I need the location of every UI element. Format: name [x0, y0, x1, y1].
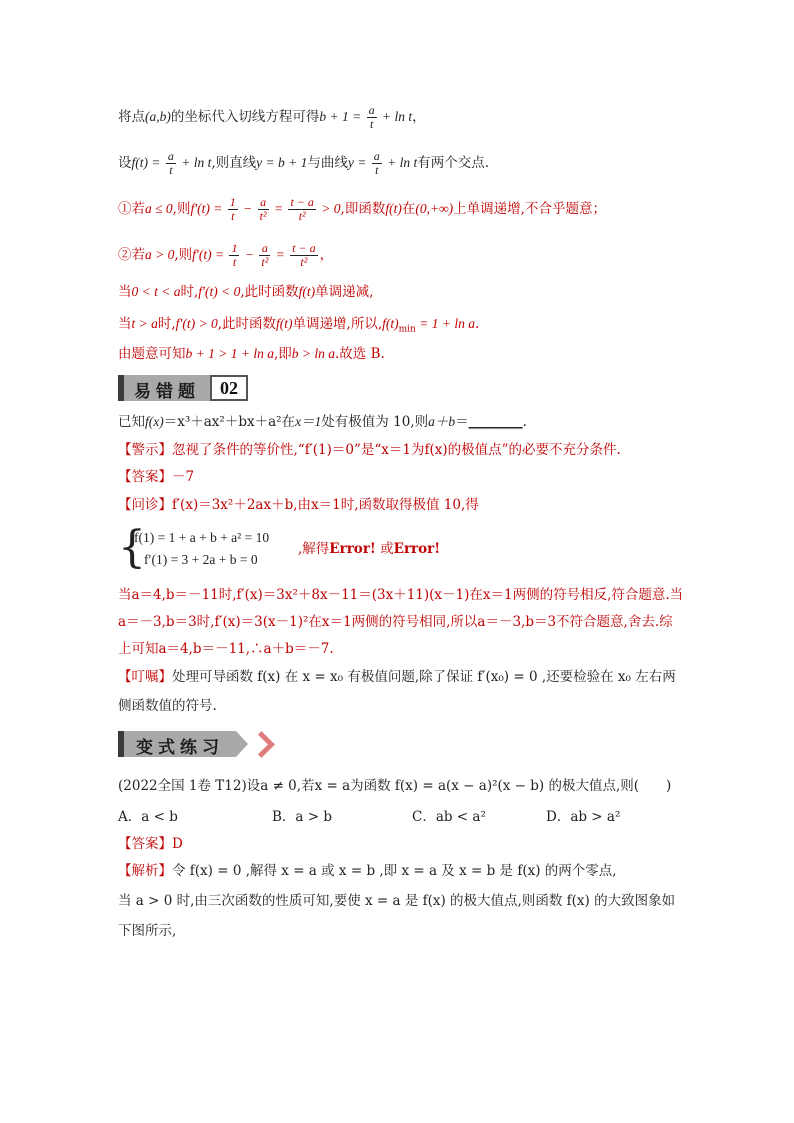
fraction	[290, 242, 317, 269]
equation-1	[134, 528, 269, 548]
error-text: Error!	[393, 541, 441, 557]
text: ，	[319, 247, 334, 263]
text: ＝	[455, 414, 469, 430]
text: 有两个交点.	[417, 155, 490, 171]
text: 的坐标代入切线方程可得	[170, 109, 320, 125]
numerator: t − a	[290, 195, 314, 209]
option-d	[546, 807, 620, 827]
text: 或	[375, 541, 394, 557]
text: 当a＝4,b＝－11时,f′(x)＝3x²＋8x－11＝(3x＋11)(x－1)在x＝1两侧的符号相反,符合题意.当	[118, 587, 684, 603]
answer-label: 【答案】	[118, 836, 172, 852]
denominator: t	[375, 163, 379, 177]
math: f(t)	[385, 201, 402, 216]
math: f′(t) < 0	[198, 284, 241, 299]
text: 处有极值为 10,则	[321, 414, 429, 430]
text: ②若	[118, 247, 145, 263]
text: ＝x³＋ax²＋bx＋a²在	[163, 414, 296, 430]
text: 单调递减,	[315, 284, 374, 300]
math: + ln t	[383, 155, 418, 170]
text: .故选 B.	[335, 346, 385, 362]
paragraph-line-2	[118, 612, 673, 632]
text: ,即函数	[340, 201, 386, 217]
text: 将点	[118, 109, 145, 125]
solution-line-4	[118, 242, 333, 269]
text: ,则	[174, 247, 193, 263]
error-text: Error!	[329, 541, 376, 557]
reminder-line-2	[118, 696, 217, 716]
section-badge-variant-practice	[118, 731, 270, 757]
denominator: t	[169, 163, 173, 177]
text: 当	[118, 316, 132, 332]
math: =	[272, 247, 289, 262]
solution-line-5	[118, 282, 373, 302]
denominator: t²	[259, 209, 267, 223]
numerator: 1	[229, 195, 236, 209]
text: 与曲线	[307, 155, 348, 171]
equation-text: f′(1) = 3 + 2a + b = 0	[144, 552, 258, 567]
solution-line-b	[118, 891, 675, 911]
equation-2	[144, 550, 258, 570]
text: ,则直线	[211, 155, 257, 171]
solution-text: 令 f(x) = 0 ,解得 x = a 或 x = b ,即 x = a 及 x = b 是 f(x) 的两个零点,	[172, 863, 617, 879]
text: .	[522, 414, 527, 430]
answer-label: 【答案】	[118, 469, 172, 485]
fraction	[229, 242, 239, 269]
reminder-text: 处理可导函数 f(x) 在 x = x₀ 有极值问题,除了保证 f′(x₀) = 0 ,还要检验在 x₀ 左右两	[172, 669, 676, 685]
math: > 0	[317, 201, 341, 216]
answer-text: －7	[172, 469, 195, 485]
equation-text: f(1) = 1 + a + b + a² = 10	[134, 530, 270, 545]
text: .	[474, 316, 480, 332]
numerator: a	[373, 149, 380, 163]
math: y = b + 1	[256, 155, 308, 170]
answer-line-2	[118, 834, 183, 854]
fraction	[166, 150, 176, 177]
text: 设	[118, 155, 132, 171]
option-text: D．ab > a²	[546, 809, 621, 825]
badge-arrow	[236, 731, 248, 757]
math: = 1 + ln a	[415, 316, 475, 331]
fraction	[258, 196, 269, 223]
solution-line-7	[118, 344, 385, 364]
text: 时,	[180, 284, 199, 300]
math: 0 < t < a	[131, 284, 181, 299]
math: b + 1 =	[319, 109, 365, 124]
math: a ≤ 0	[145, 201, 173, 216]
math: + ln t	[378, 109, 413, 124]
solution-line-1	[118, 104, 426, 131]
math: f′(t) =	[190, 201, 226, 216]
text: ,解得	[298, 541, 330, 557]
denominator: t	[369, 117, 374, 131]
text: ①若	[118, 201, 145, 217]
paragraph-line-1	[118, 585, 683, 605]
math: f′(t) =	[192, 247, 228, 262]
reminder-text: 侧函数值的符号.	[118, 698, 217, 714]
text: 由题意可知	[118, 346, 186, 362]
reminder-line-1	[118, 667, 676, 687]
badge-number: 02	[210, 375, 248, 401]
reminder-label: 【叮嘱】	[118, 669, 172, 685]
text: ,即	[273, 346, 292, 362]
warning-text: 忽视了条件的等价性,“f′(1)＝0”是“x＝1为f(x)的极值点”的必要不充分条件.	[172, 442, 621, 458]
numerator: a	[259, 242, 270, 256]
text: 当	[118, 284, 132, 300]
question-text: (2022全国 1卷 T12)设a ≠ 0,若x = a为函数 f(x) = a(x − a)²(x − b) 的极大值点,则( )	[118, 778, 672, 794]
numerator: a	[368, 103, 375, 117]
denominator: t	[231, 209, 235, 223]
option-c	[412, 807, 486, 827]
solution-label: 【解析】	[118, 863, 172, 879]
numerator: t − a	[292, 241, 316, 255]
text: 上可知a＝4,b＝－11,∴a＋b＝－7.	[118, 641, 334, 657]
fraction	[288, 196, 315, 223]
math: t > a	[131, 316, 158, 331]
math: x＝1	[295, 414, 322, 429]
solution-line-2	[118, 150, 489, 177]
math: a＋b	[428, 414, 456, 429]
math: y =	[347, 155, 370, 170]
math: −	[239, 201, 256, 216]
denominator: t²	[300, 255, 308, 269]
math: b > ln a	[291, 346, 336, 361]
numerator: a	[258, 196, 269, 210]
math: f(t)	[382, 316, 399, 331]
text: 在	[401, 201, 416, 217]
math: −	[241, 247, 258, 262]
option-b	[272, 807, 332, 827]
paragraph-line-3	[118, 639, 334, 659]
solution-line-a	[118, 861, 617, 881]
fraction	[259, 242, 270, 269]
option-a	[118, 807, 178, 827]
chevron-right-icon	[248, 731, 270, 757]
text: ,此时函数	[217, 316, 277, 332]
math: =	[270, 201, 287, 216]
math: a > 0	[145, 247, 175, 262]
math: (0,+∞)	[415, 201, 454, 216]
fraction	[367, 104, 377, 131]
denominator: t	[232, 255, 237, 269]
answer-text: D	[172, 836, 183, 852]
solution-line-6	[118, 314, 479, 340]
text: 已知	[118, 414, 145, 430]
badge-title: 易错题	[118, 375, 210, 401]
answer-blank: ________	[468, 414, 523, 430]
text: ,此时函数	[240, 284, 299, 300]
question-2	[118, 776, 671, 796]
math: + ln t	[177, 155, 212, 170]
warning-line	[118, 440, 621, 460]
text: 单调递增,所以,	[292, 316, 383, 332]
question-1	[118, 412, 527, 432]
fraction	[372, 150, 382, 177]
numerator: a	[167, 149, 174, 163]
subscript: min	[398, 324, 416, 335]
equation-brace: {	[118, 522, 146, 573]
text: 上单调递增,不合乎题意；	[453, 201, 606, 217]
solution-line-c	[118, 921, 176, 941]
badge-title: 变式练习	[118, 731, 236, 757]
text: 时,	[157, 316, 176, 332]
diagnosis-line	[118, 495, 479, 515]
option-text: A．a < b	[118, 809, 178, 825]
math: (a,b)	[145, 109, 171, 124]
numerator: 1	[231, 241, 238, 255]
math: b + 1 > 1 + ln a	[185, 346, 274, 361]
solution-text: 当 a > 0 时,由三次函数的性质可知,要使 x = a 是 f(x) 的极大值点,则函数 f(x) 的大致图象如	[118, 893, 676, 909]
warning-label: 【警示】	[118, 442, 172, 458]
option-text: C．ab < a²	[412, 809, 486, 825]
text: a＝－3,b＝3时,f′(x)＝3(x－1)²在x＝1两侧的符号相同,所以a＝－3,b＝3不符合题意,舍去.综	[118, 614, 673, 630]
math: f(x)	[145, 414, 164, 429]
math: f′(t) > 0	[175, 316, 218, 331]
math: f(t)	[298, 284, 316, 299]
text: ，	[412, 109, 426, 125]
denominator: t²	[261, 255, 269, 269]
solution-line-3	[118, 196, 606, 223]
answer-line-1	[118, 467, 194, 487]
diagnosis-label: 【问诊】	[118, 497, 172, 513]
diagnosis-text: f′(x)＝3x²＋2ax＋b,由x＝1时,函数取得极值 10,得	[172, 497, 479, 513]
text: ,则	[172, 201, 191, 217]
denominator: t²	[298, 209, 306, 223]
solve-result	[298, 539, 440, 559]
option-text: B．a > b	[272, 809, 333, 825]
fraction	[228, 196, 238, 223]
math: f(t)	[276, 316, 293, 331]
section-badge-error-prone	[118, 375, 248, 401]
solution-text: 下图所示,	[118, 923, 177, 939]
math: f(t) =	[131, 155, 164, 170]
